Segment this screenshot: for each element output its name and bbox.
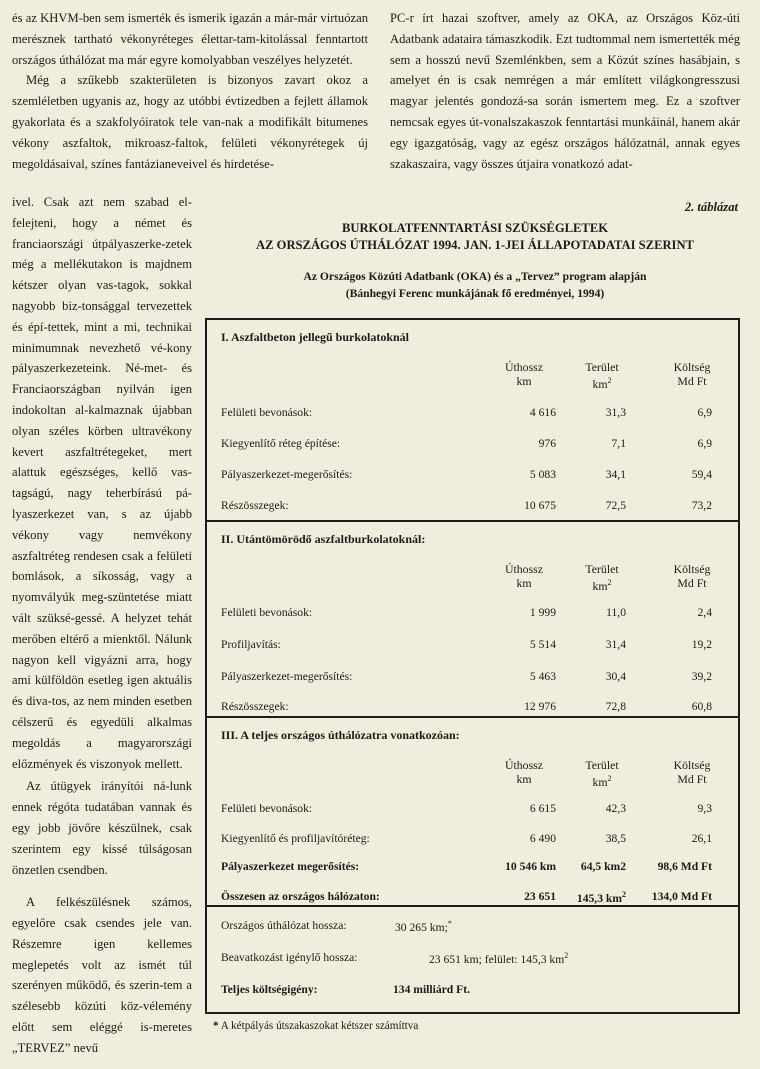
right-column-top (390, 8, 740, 174)
table-subtitle-line: Az Országos Közúti Adatbank (OKA) és a „Tervez” program alapján (303, 270, 647, 283)
table-title-line: AZ ORSZÁGOS ÚTHÁLÓZAT 1994. JAN. 1-JEI ÁLLAPOTADATAI SZERINT (256, 238, 694, 252)
table-section (207, 520, 738, 716)
column-header-cost: Költség Md Ft (673, 360, 711, 388)
maintenance-needs-table (205, 318, 740, 1014)
paragraph: PC-r írt hazai szoftver, amely az OKA, az Országos Köz-úti Adatbank adataira támaszkodik. Ezt tudtommal nem ismertették még sem a hosszú nevű Szemlénkben, sem a Közút színes hasábjain, s amelyet én is csak nemrégen a már említett világkongresszusi magyar jelentés gondozá-sa során ismertem meg. Ez a szoftver nemcsak egyes út-vonalszakaszok fenntartási munkáinál, hanem akár egy igazgatóság, vagy az egész országos hálózatnál, annak egyes szakaszaira, vagy összes útjaira vonatkozó adat- (390, 11, 740, 171)
paragraph: és az KHVM-ben sem ismerték és ismerik igazán a már-már virtuózan merésznek tartható vékonyréteges élettar-tam-kitolással fenntartott országos úthálózat ma már egyre komolyabban veszélyes helyzetét. (12, 11, 368, 67)
column-header-area: Terület $km^2$ (585, 758, 619, 789)
left-column-top (12, 8, 368, 174)
paragraph: Még a szűkebb szakterületen is bizonyos zavart okoz a szemléletben ugyanis az, hogy az utóbbi évtizedben a fejlett államok gyakorlata és a szakfolyóiratok tele van-nak a modifikált bitumenes vékony aszfaltok, mikroasz-faltok, felületi vékonyrétegek új megoldásaival, színes fantázianeveivel és hirdetése- (12, 73, 368, 171)
table-row: Összesen az országos hálózaton: 23 651 145,3 $km^2$ 134,0 Md Ft (221, 890, 712, 905)
paragraph: A felkészülésnek számos, egyelőre csak csendes jele van. Részemre igen kellemes meglepetés volt az ismét túl szerényen működő, és szerin-tem a szélesebb közúti köz-vélemény előtt sem eléggé is-meretes „TERVEZ” nevű (12, 895, 192, 1055)
table-section (207, 320, 738, 520)
table-row: Profiljavítás: 5 514 31,4 19,2 (221, 638, 712, 651)
section-heading: II. Utántömörödő aszfaltburkolatoknál: (221, 532, 426, 546)
table-row: Pályaszerkezet megerősítés: 10 546 km 64,5 km2 98,6 Md Ft (221, 860, 712, 873)
left-column-side (12, 192, 192, 1059)
table-row: Felületi bevonások: 6 615 42,3 9,3 (221, 802, 712, 815)
table-row: Felületi bevonások: 1 999 11,0 2,4 (221, 606, 712, 619)
column-header-area: Terület $km^2$ (585, 562, 619, 593)
table-row: Pályaszerkezet-megerősítés: 5 463 30,4 39,2 (221, 670, 712, 683)
table-footnote (213, 1020, 418, 1032)
table-row: Részösszegek: 10 675 72,5 73,2 (221, 499, 712, 512)
column-header-length: Úthossz km (504, 562, 543, 590)
column-header-cost: Költség Md Ft (673, 562, 711, 590)
table-title (205, 220, 745, 254)
table-subtitle (205, 268, 745, 302)
table-subtitle-line: (Bánhegyi Ferenc munkájának fő eredményei, 1994) (345, 287, 605, 300)
table-title-line: BURKOLATFENNTARTÁSI SZÜKSÉGLETEK (341, 221, 609, 235)
table-row: Kiegyenlítő réteg építése: 976 7,1 6,9 (221, 437, 712, 450)
table-row: Részösszegek: 12 976 72,8 60,8 (221, 700, 712, 713)
section-heading: I. Aszfaltbeton jellegű burkolatoknál (221, 330, 410, 344)
column-header-length: Úthossz km (504, 758, 543, 786)
column-header-length: Úthossz km (504, 360, 543, 388)
table-summary: Országos úthálózat hossza: 30 265 km;* Beavatkozást igénylő hossza: 23 651 km; felület: 145,3 $km^2$ Teljes költségigény: 134 milliárd Ft. (207, 905, 738, 1012)
table-row: Kiegyenlítő és profiljavítóréteg: 6 490 38,5 26,1 (221, 832, 712, 845)
paragraph: ivel. Csak azt nem szabad el-felejteni, hogy a német és franciaországi útpályaszerke-zetek még a mellékutakon is majdnem kétszer olyan vas-tagok, sokkal nagyobb biz-tonsággal tervezettek és épí-tettek, mint a mi, technikai minimumnak nevezhető vé-kony pályaszerkezeteink. Né-met- és Franciaországban nyilván igen indokoltan al-kalmaznak újabban olyan széles körben ultravékony kevert aszfaltrétegeket, mert alattuk egészséges, kellő vas-tagságú, nagy teherbírású pá-lyaszerkezet van, s az újabb vékony vagy nemvékony aszfaltréteg rendesen csak a felületi bomlások, a síkosság, vagy a nyomvályúk meg-szüntetése miatt vált szüksé-gessé. A helyzet tehát merőben eltérő a mienktől. Nálunk nagyon kell vigyázni arra, hogy ami külföldön esetleg igen aktuális és diva-tos, az nem minden esetben célszerű és egyedüli alkalmas megoldás a magyarországi előzmények és viszonyok mellett. (12, 195, 192, 771)
column-header-area: Terület $km^2$ (585, 360, 619, 391)
footnote-text: A kétpályás útszakaszokat kétszer számíttva (220, 1020, 419, 1032)
table-row: Felületi bevonások: 4 616 31,3 6,9 (221, 406, 712, 419)
section-heading: III. A teljes országos úthálózatra vonatkozóan: (221, 728, 460, 742)
asterisk-mark: * (213, 1020, 219, 1032)
column-header-cost: Költség Md Ft (673, 758, 711, 786)
table-number: 2. táblázat (684, 200, 738, 214)
paragraph: Az útügyek irányítói ná-lunk ennek régóta tudatában vannak és egy jobb jövőre készülnek, csak szerintem egy kissé túlságosan önzetlen csendben. (12, 779, 192, 877)
table-section (207, 716, 738, 905)
table-row: Pályaszerkezet-megerősítés: 5 083 34,1 59,4 (221, 468, 712, 481)
